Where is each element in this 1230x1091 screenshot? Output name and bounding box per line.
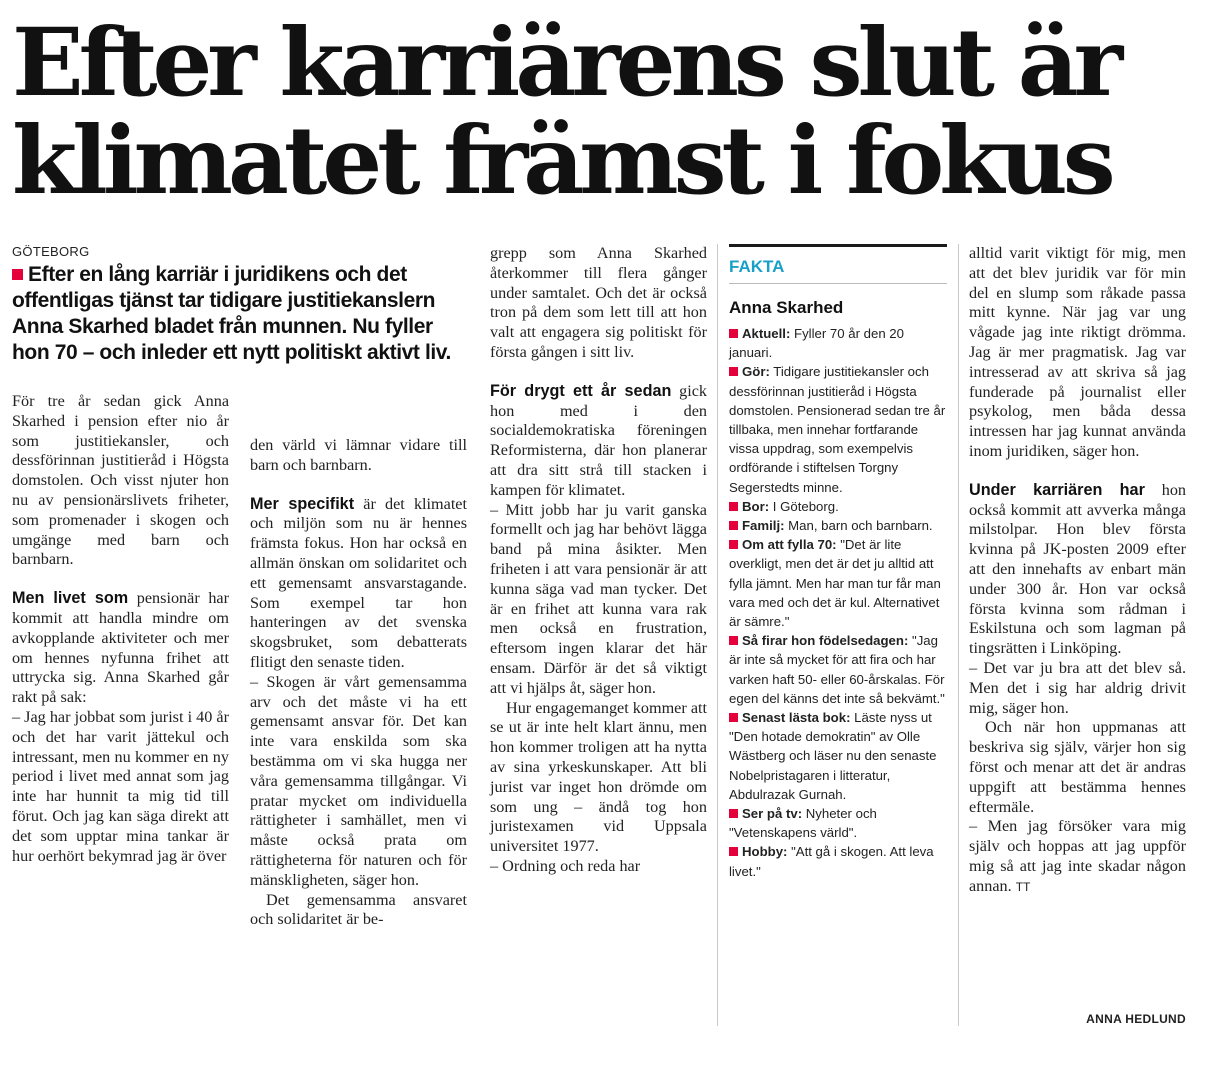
col2-p2-lead: Mer specifikt <box>250 494 355 513</box>
dateline: GÖTEBORG <box>12 244 90 259</box>
fakta-item-text: Läste nyss ut "Den hotade demokratin" av Olle Wästberg och läser nu den senaste Nobelpristagaren i litteratur, Abdulrazak Gurnah. <box>729 710 937 802</box>
col1-p1: För tre år sedan gick Anna Skarhed i pension efter nio år som justitiekansler, och dessförinnan justitieråd i Högsta domstolen. Och visst njuter hon nu av pensionärslivets friheter, som promenader i skogen och umgänge med barn och barnbarn. <box>12 392 229 569</box>
fakta-title: FAKTA <box>729 257 785 276</box>
fakta-item-label: Bor: <box>742 498 770 514</box>
fakta-item <box>729 497 947 516</box>
col2-p1: den värld vi lämnar vidare till barn och barnbarn. <box>250 436 467 474</box>
red-square-icon <box>729 329 738 338</box>
fakta-item <box>729 362 947 496</box>
fakta-item-text: Man, barn och barnbarn. <box>784 518 933 534</box>
col3-p5: – Ordning och reda har <box>490 856 641 875</box>
col2-p3: – Skogen är vårt gemensamma arv och det måste vi ha ett gemensamt ansvar för. Det kan inte vara enskilda som ska bestämma om vi ska hugga ner våra gemensamma tillgångar. Vi pratar mycket om individuella rättigheter i samhället, men vi måste också prata om rättigheterna för naturen och för mänskligheten, säger hon. <box>250 672 467 889</box>
fakta-name: Anna Skarhed <box>729 298 844 317</box>
col5-p5-text: – Men jag försöker vara mig själv och hoppas att jag uppför mig så att jag inte skadar någon annan. <box>969 817 1186 895</box>
fakta-item <box>729 324 947 362</box>
red-square-icon <box>729 809 738 818</box>
col2-p2-text: är det klimatet och miljön som nu är hennes främsta fokus. Hon har också en allmän önskan om solidaritet och ett gemensamt ansvarstagande. Som exempel tar hon hanteringen av det svenska skogsbruket, som debatterats flitigt den senaste tiden. <box>250 494 467 671</box>
ingress-text: Efter en lång karriär i juridikens och det offentligas tjänst tar tidigare justitiekanslern Anna Skarhed bladet från munnen. Nu fyller hon 70 – och inleder ett nytt politiskt aktivt liv. <box>12 263 451 364</box>
column-2 <box>250 436 467 930</box>
col5-p1: alltid varit viktigt för mig, men att det blev juridik var för min del en slump som råkade passa mitt kynne. När jag var ung vågade jag inte riktigt drömma. Jag är mer pragmatisk. Jag var intresserad av att skriva så jag funderade på journalist eller psykolog, men båda dessa intressen har jag kunnat använda inom juridiken, säger hon. <box>969 244 1186 460</box>
fakta-item-label: Om att fylla 70: <box>742 537 837 553</box>
col2-p2 <box>250 495 467 673</box>
fakta-item <box>729 708 947 804</box>
red-square-icon <box>729 367 738 376</box>
fakta-item-label: Aktuell: <box>742 326 791 341</box>
fakta-item-text: "Att gå i skogen. Att leva livet." <box>729 844 934 879</box>
col3-p4: Hur engagemanget kommer att se ut är inte helt klart ännu, men hon kommer troligen att ha nytta av sina yrkeskunskaper. Att bli jurist var inget hon drömde om som ung – ändå tog hon juristexamen vid Uppsala universitet 1977. <box>490 698 707 856</box>
fakta-item-label: Hobby: <box>742 844 788 860</box>
col5-p2 <box>969 481 1186 659</box>
fakta-item-label: Senast lästa bok: <box>742 710 851 726</box>
col1-p2-lead: Men livet som <box>12 589 129 608</box>
red-square-icon <box>729 713 738 722</box>
agency-tag: TT <box>1015 879 1031 894</box>
ingress <box>12 262 472 366</box>
fakta-item-text: "Det är lite overkligt, men det är det ju alltid att fylla jämnt. Men har man tur får man vara med och det är kul. Alternativet är sämre." <box>729 537 941 630</box>
byline: ANNA HEDLUND <box>1086 1012 1186 1026</box>
col5-p3: – Det var ju bra att det blev så. Men det i sig har aldrig drivit mig, säger hon. <box>969 658 1186 717</box>
col5-p2-lead: Under karriären har <box>969 480 1145 499</box>
col5-p2-text: hon också kommit att avverka många milstolpar. Hon blev första kvinna på JK-posten 2009 efter att den innehafts av enbart män under 300 år. Hon var också första kvinna som rådman i Eskilstuna och som lagman på tingsrätten i Linköping. <box>969 480 1187 658</box>
col3-p2 <box>490 382 707 501</box>
fakta-item <box>729 516 947 535</box>
red-square-icon <box>729 847 738 856</box>
column-5 <box>969 244 1186 898</box>
red-square-icon <box>12 269 23 280</box>
red-square-icon <box>729 540 738 549</box>
fakta-items <box>729 324 947 881</box>
col3-p2-lead: För drygt ett år sedan <box>490 381 672 400</box>
fakta-item-text: Fyller 70 år den 20 januari. <box>729 326 904 361</box>
red-square-icon <box>729 521 738 530</box>
fakta-item-label: Gör: <box>742 364 770 380</box>
fakta-item-label: Ser på tv: <box>742 806 803 822</box>
fakta-item-text: "Jag är inte så mycket för att fira och har varken haft 50- eller 60-årskalas. För egen del känns det inte så bekvämt." <box>729 633 945 706</box>
column-divider <box>958 244 959 1026</box>
fakta-divider <box>729 283 947 284</box>
col1-p2 <box>12 589 229 708</box>
fakta-item <box>729 631 947 708</box>
col3-p3: – Mitt jobb har ju varit ganska formellt och jag har behövt lägga band på mina åsikter. Men friheten i att vara pensionär är att kunna säga vad man tycker. Det är en frihet att kunna vara rak men också en frustration, eftersom ingen klarar det här ensam. Därför är det så viktigt att vi hjälps åt, säger hon. <box>490 500 707 697</box>
fakta-item-text: I Göteborg. <box>769 498 839 514</box>
fakta-top-rule <box>729 244 947 247</box>
column-3 <box>490 244 707 877</box>
col5-p5 <box>969 817 1186 897</box>
col3-p2-text: gick hon med i den socialdemokratiska föreningen Reformisterna, där hon planerar att dra sitt strå till stacken i kampen för klimatet. <box>490 381 707 499</box>
fakta-item-text: Nyheter och "Vetenskapens värld". <box>729 806 877 841</box>
col1-p3: – Jag har jobbat som jurist i 40 år och det har varit jättekul och intressant, men nu kommer en ny period i livet med annat som jag inte har hunnit ta mig tid till förut. Och jag kan säga direkt att det som upptar mina tankar är hur oerhört bekymrad jag är över <box>12 707 229 865</box>
fakta-box <box>729 244 947 881</box>
fakta-item-text: Tidigare justitiekansler och dessförinnan justitieråd i Högsta domstolen. Pensionerad sedan tre år tillbaka, men innehar fortfarande vissa uppdrag, som exempelvis ordförande i stiftelsen Torgny Segerstedts minne. <box>729 364 946 495</box>
col5-p4: Och när hon uppmanas att beskriva sig själv, värjer hon sig först och menar att det är andras uppgift att bestämma hennes eftermäle. <box>969 718 1186 816</box>
fakta-item <box>729 804 947 842</box>
fakta-item <box>729 535 947 631</box>
col2-p4: Det gemensamma ansvaret och solidaritet är be- <box>250 890 467 929</box>
headline: Efter karriärens slut är klimatet främst i fokus <box>12 8 1119 216</box>
column-divider <box>717 244 718 1026</box>
red-square-icon <box>729 636 738 645</box>
fakta-item-label: Familj: <box>742 518 785 534</box>
fakta-item-label: Så firar hon födelsedagen: <box>742 633 909 649</box>
col1-p2-text: pensionär har kommit att handla mindre om avkopplande aktiviteter och mer om hennes nyfunna frihet att uttrycka sig. Anna Skarhed går rakt på sak: <box>12 589 229 707</box>
fakta-item <box>729 842 947 880</box>
col3-p1: grepp som Anna Skarhed återkommer till flera gånger under samtalet. Och det är också tron på dem som lett till att hon valt att engagera sig politiskt för första gången i sitt liv. <box>490 244 707 361</box>
red-square-icon <box>729 502 738 511</box>
